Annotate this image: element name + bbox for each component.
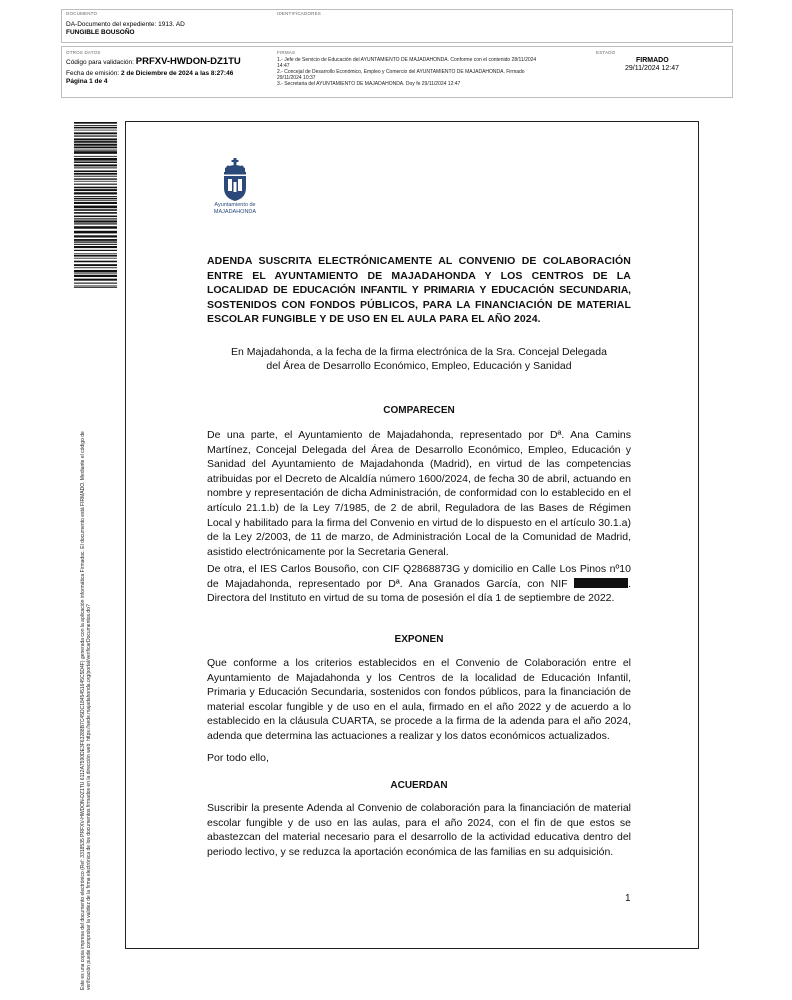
barcode-bar [74, 122, 117, 124]
codigo-value: PRFXV-HWDON-DZ1TU [135, 56, 241, 67]
barcode-bar [74, 202, 117, 204]
barcode-bar [74, 287, 117, 288]
barcode-bar [74, 244, 117, 245]
logo-line1: Ayuntamiento de [214, 202, 256, 208]
barcode-bar [74, 132, 117, 134]
barcode-bar [74, 144, 117, 146]
barcode-bar [74, 253, 117, 254]
firma-line: 14:47 [277, 63, 290, 69]
estado-label: ESTADO [596, 50, 616, 55]
firma-line: 1.- Jefe de Servicio de Educación del AYUNTAMIENTO DE MAJADAHONDA. Conforme con el contenido 28/11/2024 [277, 57, 537, 63]
barcode-bar [74, 209, 117, 211]
barcode-bar [74, 150, 117, 151]
barcode-bar [74, 279, 117, 281]
firma-line: 2.- Concejal de Desarrollo Económico, Empleo y Comercio del AYUNTAMIENTO DE MAJADAHONDA. Firmado [277, 69, 525, 75]
barcode-bar [74, 125, 117, 126]
barcode-bar [74, 218, 117, 219]
acuerdan-heading: ACUERDAN [390, 780, 448, 791]
barcode-bar [74, 170, 117, 172]
barcode-bar [74, 130, 117, 131]
comparecen-heading: COMPARECEN [383, 405, 455, 416]
fecha-value: 2 de Diciembre de 2024 a las 8:27:46 [120, 70, 234, 77]
estado-value: FIRMADO [636, 57, 669, 64]
title-line: LOCALIDAD DE EDUCACIÓN INFANTIL Y PRIMARIA Y EDUCACIÓN SECUNDARIA, [207, 284, 631, 297]
barcode-bar [74, 216, 117, 218]
title-line: SOSTENIDOS CON FONDOS PÚBLICOS, PARA LA FINANCIACIÓN DE MATERIAL [207, 298, 631, 311]
firmas-label: FIRMAS [277, 50, 296, 55]
firma-line: 29/11/2024 10:37 [277, 75, 316, 81]
paragraph-5: Suscribir la presente Adenda al Convenio de colaboración para la financiación de material escolar fungible y de uso en las aulas, para el año 2024, con el fin de que estos se abastezcan del material necesario para el desarrollo de la actividad educativa dentro del periodo lectivo, y se reduzca la aportación económica de las familias en su adquisición. [207, 802, 631, 858]
barcode-bar [74, 235, 117, 237]
barcode-bar [74, 141, 117, 143]
barcode-bar [74, 241, 117, 242]
barcode-bar [74, 181, 117, 182]
barcode-bar [74, 250, 117, 251]
title-line: ENTRE EL AYUNTAMIENTO DE MAJADAHONDA Y LOS CENTROS DE LA [207, 269, 631, 282]
intro-text [207, 345, 631, 373]
codigo-validacion [66, 58, 241, 67]
barcode-bar [74, 178, 117, 179]
paragraph-2 [207, 562, 631, 606]
firma-line: 3.- Secretaria del AYUNTAMIENTO DE MAJADAHONDA. Doy fe 29/11/2024 12:47 [277, 81, 461, 87]
barcode-bar [74, 258, 117, 259]
barcode-bar [74, 231, 117, 234]
codigo-label: Código para validación: [66, 59, 134, 66]
barcode-bar [74, 158, 117, 161]
barcode-bar [74, 255, 117, 257]
barcode-bar [74, 270, 117, 273]
paragraph-2-before: De otra, el IES Carlos Bousoño, con CIF Q2868873G y domicilio en Calle Los Pinos nº10 de Majadahonda, representado por Dª. Ana Granados García, con NIF [207, 563, 631, 590]
estado-date: 29/11/2024 12:47 [625, 65, 679, 72]
barcode-bar [74, 138, 117, 140]
barcode-bar [74, 275, 117, 277]
barcode-bar [74, 198, 117, 200]
crest-icon [219, 158, 251, 202]
title-line: ADENDA SUSCRITA ELECTRÓNICAMENTE AL CONVENIO DE COLABORACIÓN [207, 255, 631, 267]
paragraph-1: De una parte, el Ayuntamiento de Majadahonda, representado por Dª. Ana Camins Martínez, Concejal Delegada del Área de Desarrollo Económico, Empleo, Educación y Sanidad del Ayuntamiento de Majadahonda (Madrid), en virtud de las competencias atribuidas por el Decreto de Alcaldía número 1600/2024, de fecha 30 de abril, actuando en nombre y representación de dicha Administración, de conformidad con lo establecido en el artículo 21.1.b) de la Ley 7/1985, de 2 de abril, Reguladora de las Bases de Régimen Local y habilitado para la firma del Convenio en virtud de lo dispuesto en el artículo 30.1.a) de la Ley 2/2003, de 11 de marzo, de Administración Local de la Comunidad de Madrid, asistido electrónicamente por la Secretaria General. [207, 429, 631, 558]
barcode-bar [74, 267, 117, 268]
intro-line2: del Área de Desarrollo Económico, Empleo, Educación y Sanidad [266, 360, 572, 372]
paragraph-4: Por todo ello, [207, 752, 269, 764]
identificadores-label: IDENTIFICADORES [277, 11, 322, 16]
documento-label: DOCUMENTO [66, 11, 98, 16]
barcode-bar [74, 286, 117, 287]
barcode-bar [74, 283, 117, 284]
barcode-bar [74, 167, 117, 168]
barcode-bar [74, 187, 117, 189]
barcode-bar [74, 261, 117, 263]
barcode-image [74, 122, 117, 288]
page-number: 1 [625, 893, 631, 904]
barcode-bar [74, 151, 117, 154]
fecha-label: Fecha de emisión: [66, 70, 120, 77]
paragraph-2-after: . Directora del Instituto en virtud de su toma de posesión el día 1 de septiembre de 2022. [207, 577, 631, 605]
redacted-nif [574, 578, 628, 588]
barcode-bar [74, 220, 117, 222]
majadahonda-logo [205, 158, 265, 215]
barcode-bar [74, 135, 117, 136]
barcode-bar [74, 146, 117, 148]
logo-line2: MAJADAHONDA [213, 208, 257, 215]
barcode-bar [74, 156, 117, 157]
documento-line1: DA-Documento del expediente: 1913. AD [66, 21, 185, 28]
firmas-list [277, 57, 536, 87]
document-title [207, 254, 631, 327]
barcode-bar [74, 239, 117, 241]
barcode-bar [74, 200, 117, 201]
side-validation-text-1: Este es una copia impresa del documento electrónico (Ref: 3318535 PRFXV-HWDON-DZ1TU 6112A7590DE3F63288B7C45DC1845451645C5D4F) generada con la aplicación informática Firmadoc. El documento está FIRMADO. Mediante el código de [80, 431, 86, 990]
pagina-indicator: Página 1 de 4 [66, 78, 108, 85]
paragraph-3: Que conforme a los criterios establecidos en el Convenio de Colaboración entre el Ayuntamiento de Majadahonda y los Centros de la localidad de Educación Infantil, Primaria y Educación Secundaria, sostenidos con fondos públicos, para la financiación de material escolar fungible y de uso en el aula, firmado en el año 2022 y de acuerdo a lo establecido en la cláusula CUARTA, se procede a la firma de la adenda para el año 2024, adenda que determina las actuaciones a realizar y los datos económicos actualizados. [207, 657, 631, 742]
intro-line1: En Majadahonda, a la fecha de la firma electrónica de la Sra. Concejal Delegada [231, 346, 607, 358]
otros-datos-label: OTROS DATOS [66, 50, 101, 55]
barcode-bar [74, 223, 117, 224]
barcode-bar [74, 212, 117, 214]
barcode-bar [74, 173, 117, 175]
barcode-bar [74, 184, 117, 185]
barcode-bar [74, 264, 117, 266]
barcode-bar [74, 192, 117, 194]
title-line: ESCOLAR FUNGIBLE Y DE USO EN EL AULA PARA EL AÑO 2024. [207, 313, 541, 326]
barcode-bar [74, 164, 117, 166]
barcode-bar [74, 176, 117, 177]
fecha-emision [66, 70, 233, 78]
barcode-bar [74, 246, 117, 248]
barcode-bar [74, 273, 117, 274]
barcode-bar [74, 226, 117, 228]
barcode-bar [74, 161, 117, 163]
side-validation-text-2: verificación puede comprobar la validez de la firma electrónica de los documentos firmados en la dirección web: https://sede.majadahonda.org/portal/verificarDocumentos.do? [86, 604, 92, 990]
exponen-heading: EXPONEN [394, 634, 444, 645]
barcode-bar [74, 196, 117, 197]
barcode-bar [74, 206, 117, 209]
barcode-bar [74, 189, 117, 191]
barcode-bar [74, 127, 117, 129]
documento-line2: FUNGIBLE BOUSOÑO [66, 29, 135, 36]
